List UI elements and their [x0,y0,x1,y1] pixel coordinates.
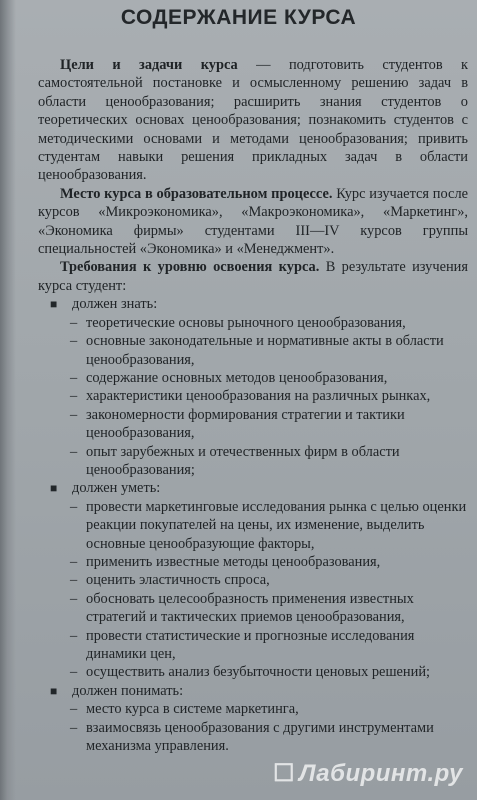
list-item-text: применить известные методы ценообразования, [86,553,381,570]
section-understand [50,682,468,756]
section-heading: должен уметь: [72,480,161,497]
list-item-text: провести маркетинговые исследования рынка с целью оценки реакции покупателей на цены, их изменение, выделить основные ценообразующие факторы, [86,498,467,552]
list-item-text: опыт зарубежных и отечественных фирм в области ценообразования; [86,443,400,478]
dash-marker: – [70,333,78,350]
list-item-text: теоретические основы рыночного ценообразования, [86,314,406,331]
section-heading-row [50,295,468,313]
paragraph-text: — подготовить студентов к самостоятельной постановке и осмысленному решению задач в области ценообразования; расширить знания студентов о теоретических основах ценообразования; познакомить студентов с методическими основами и методами ценообразования; привить студентам навыки решения прикладных задач в области ценообразования. [38,57,469,184]
list-item [70,387,468,405]
list-item-text: место курса в системе маркетинга, [86,701,299,718]
list-item [70,571,468,589]
paragraph-requirements [38,258,468,295]
dash-marker: – [70,498,78,515]
list-item-text: оценить эластичность спроса, [86,572,270,589]
section-heading: должен знать: [72,296,158,313]
bullet-square-icon: ■ [50,481,58,496]
dash-marker: – [70,590,78,607]
bullet-square-icon: ■ [50,297,58,312]
list-item [70,700,468,718]
dash-marker: – [70,369,78,386]
list-item [70,498,468,553]
bullet-square-icon: ■ [50,683,58,698]
dash-marker: – [70,406,78,423]
list-item [70,443,468,480]
dash-marker: – [70,572,78,589]
page-title: СОДЕРЖАНИЕ КУРСА [120,6,357,29]
list-item [70,332,468,369]
dash-marker: – [70,664,78,681]
list-item-text: осуществить анализ безубыточности ценовых решений; [86,664,431,681]
list-item [70,627,468,664]
dash-marker: – [70,627,78,644]
list-item-text: закономерности формирования стратегии и тактики ценообразования, [86,406,405,442]
list-item [70,719,468,756]
dash-marker: – [70,314,78,331]
dash-marker: – [70,388,78,405]
dash-marker: – [70,701,78,718]
list-item [70,663,468,681]
paragraph-lead: Цели и задачи курса [60,57,238,73]
list-item [70,406,468,443]
section-know [50,295,468,479]
watermark-logo [273,759,463,788]
list-item-text: взаимосвязь ценообразования с другими инструментами механизма управления. [86,719,434,755]
list-item [70,553,468,571]
paragraph-text: В результате изучения курса студент: [38,259,469,294]
course-content [38,56,468,755]
paragraph-goals [38,56,468,185]
section-heading-row [50,479,468,497]
watermark-text: Лабиринт.ру [298,760,463,787]
section-heading: должен понимать: [72,682,184,699]
dash-marker: – [70,719,78,736]
list-item-text: содержание основных методов ценообразования, [86,369,388,386]
list-item-text: обосновать целесообразность применения известных стратегий и тактических приемов ценообразования, [86,590,414,626]
dash-marker: – [70,553,78,570]
list-item [70,369,468,387]
paragraph-place [38,185,468,259]
paragraph-lead: Место курса в образовательном процессе. [60,185,333,202]
page-edge-shadow [0,0,16,800]
section-items [70,314,468,480]
section-heading-row [50,682,468,700]
list-item-text: провести статистические и прогнозные исследования динамики цен, [86,627,415,662]
paragraph-lead: Требования к уровню освоения курса. [60,259,320,276]
section-can [50,479,468,681]
section-items [70,700,468,755]
list-item-text: основные законодательные и нормативные акты в области ценообразования, [86,333,444,368]
book-mark-icon: ☐ [272,760,295,787]
list-item [70,314,468,332]
list-item [70,590,468,627]
list-item-text: характеристики ценообразования на различных рынках, [86,388,431,405]
paragraph-text: Курс изучается после курсов «Микроэкономика», «Макроэкономика», «Маркетинг», «Экономика фирмы» студентами III—IV курсов группы специальностей «Экономика» и «Менеджмент». [38,185,469,258]
dash-marker: – [70,443,78,460]
section-items [70,498,468,682]
